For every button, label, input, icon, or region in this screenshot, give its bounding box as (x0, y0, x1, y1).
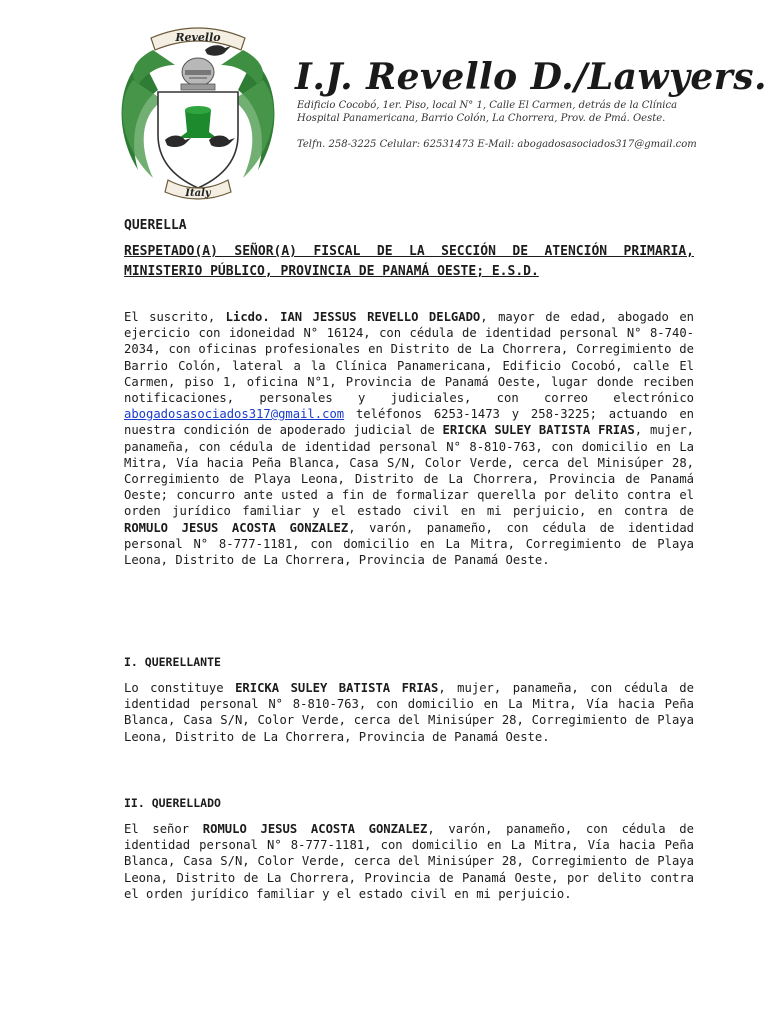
section-heading-querellado: II. QUERELLADO (124, 796, 221, 810)
intro-text-3: teléfonos 6253-1473 y 258-3225; actuando en nuestra condición de apoderado judicial de (124, 407, 694, 438)
intro-text-2: , mayor de edad, abogado en ejercicio con idoneidad N° 16124, con cédula de identidad personal N° 8-740-2034, con oficinas profesionales en Distrito de La Chorrera, Corregimiento de Barrio Colón, lateral a la Clínica Panamericana, Edificio Cocobó, calle El Carmen, piso 1, oficina N°1, Provincia de Panamá Oeste, lugar donde reciben notificaciones, personales y judiciales, con correo electrónico (124, 310, 695, 406)
querellado-name: ROMULO JESUS ACOSTA GONZALEZ (202, 822, 428, 836)
crest-banner-top-text: Revello (175, 31, 221, 44)
firm-address-line-1: Edificio Cocobó, 1er. Piso, local N° 1, Calle El Carmen, detrás de la Clínica (297, 100, 678, 111)
coat-of-arms-logo (113, 20, 283, 200)
accused-name: ROMULO JESUS ACOSTA GONZALEZ (124, 520, 349, 535)
querellante-text-1: Lo constituye (124, 681, 236, 695)
addressee-heading: RESPETADO(A) SEÑOR(A) FISCAL DE LA SECCIÓN DE ATENCIÓN PRIMARIA, MINISTERIO PÚBLICO, PROVINCIA DE PANAMÁ OESTE; E.S.D. (124, 244, 694, 279)
firm-name: I.J. Revello D./Lawyers. (295, 56, 768, 98)
firm-contact-line: Telfn. 258-3225 Celular: 62531473 E-Mail: abogadosasociados317@gmail.com (297, 139, 697, 150)
querellado-text-1: El señor (124, 822, 203, 836)
intro-paragraph (124, 309, 694, 568)
querellante-name: ERICKA SULEY BATISTA FRIAS (235, 681, 439, 695)
document-title: QUERELLA (124, 218, 187, 233)
querellante-text-2: , mujer, panameña, con cédula de identidad personal N° 8-810-763, con domicilio en La Mitra, Vía hacia Peña Blanca, Casa S/N, Color Verde, cerca del Minisúper 28, Corregimiento de Playa Leona, Distrito de La Chorrera, Provincia de Panamá Oeste. (124, 681, 694, 744)
intro-text-5: , varón, panameño, con cédula de identidad personal N° 8-777-1181, con domicilio en La Mitra, Corregimiento de Playa Leona, Distrito de La Chorrera, Provincia de Panamá Oeste. (124, 520, 694, 568)
querellante-paragraph (124, 680, 694, 745)
querellado-paragraph (124, 821, 694, 902)
email-link[interactable]: abogadosasociados317@gmail.com (124, 407, 345, 422)
section-heading-querellante: I. QUERELLANTE (124, 655, 221, 669)
crest-banner-bottom-text: Italy (185, 188, 211, 199)
firm-address (297, 99, 737, 125)
intro-text-1: El suscrito, (124, 310, 226, 324)
querellado-text-2: , varón, panameño, con cédula de identidad personal N° 8-777-1181, con domicilio en La Mitra, Vía hacia Peña Blanca, Casa S/N, Color Verde, cerca del Minisúper 28, Corregimiento de Playa Leona, Distrito de La Chorrera, Provincia de Panamá Oeste, por delito contra el orden jurídico familiar y el estado civil en mi perjuicio. (124, 822, 694, 901)
lawyer-name: Licdo. IAN JESSUS REVELLO DELGADO (225, 310, 481, 324)
firm-address-line-2: Hospital Panamericana, Barrio Colón, La Chorrera, Prov. de Pmá. Oeste. (297, 113, 666, 124)
client-name: ERICKA SULEY BATISTA FRIAS (442, 423, 635, 438)
intro-text-4: , mujer, panameña, con cédula de identidad personal N° 8-810-763, con domicilio en La Mitra, Vía hacia Peña Blanca, Casa S/N, Color Verde, cerca del Minisúper 28, Corregimiento de Playa Leona, Distrito de La Chorrera, Provincia de Panamá Oeste; concurro ante usted a fin de formalizar querella por delito contra el orden jurídico familiar y el estado civil en mi perjuicio, en contra de (124, 423, 694, 519)
